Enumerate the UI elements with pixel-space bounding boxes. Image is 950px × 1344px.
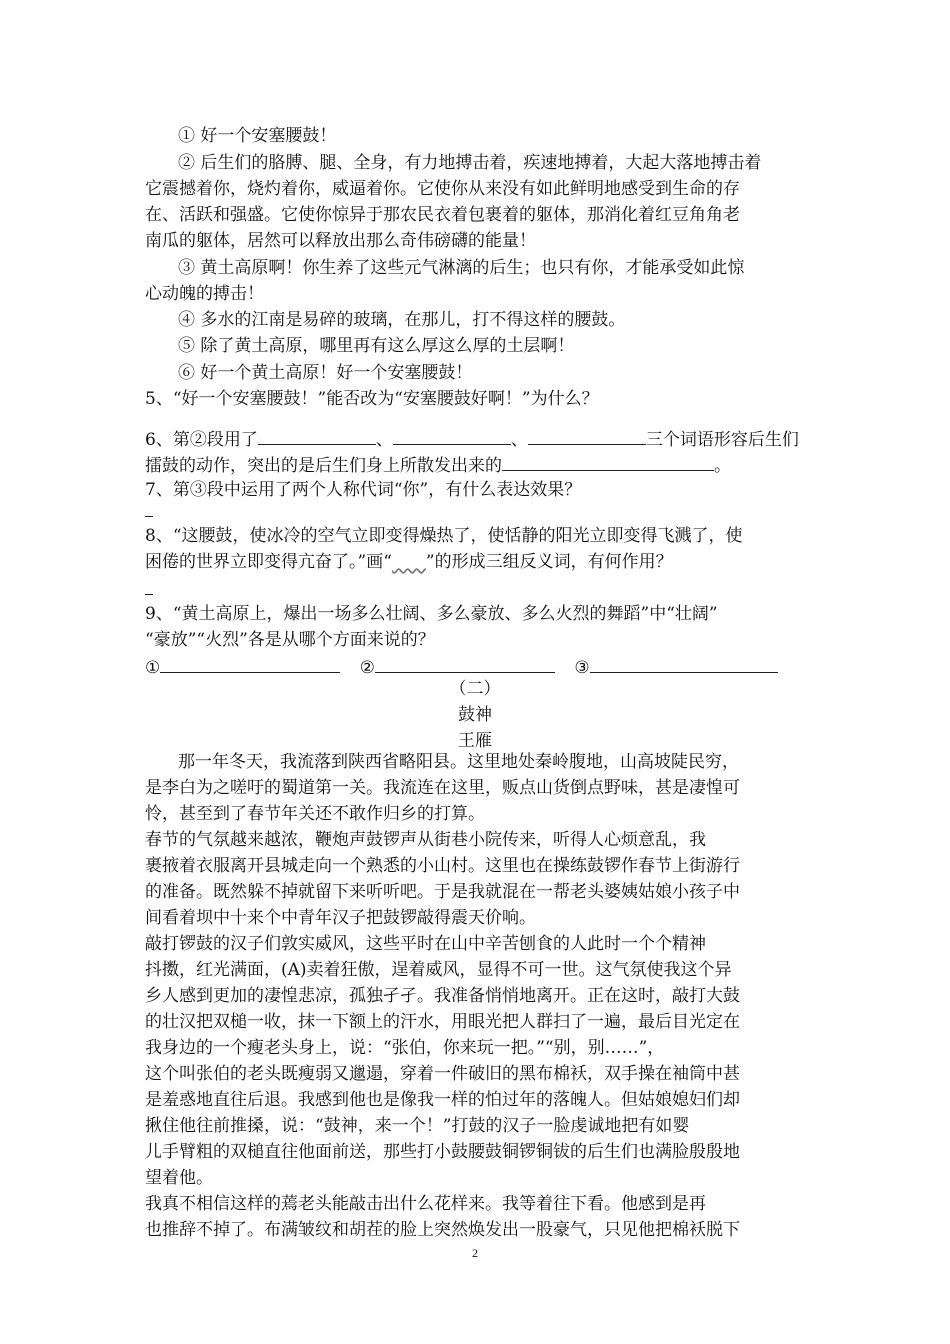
answer-blank-9-1[interactable] (160, 654, 340, 673)
article-line: 抖擞，红光满面，(A)卖着狂傲，逞着威风，显得不可一世。这气氛使我这个异 (145, 960, 732, 980)
answer-line-stub-8[interactable] (145, 594, 153, 595)
paragraph-6: ⑥ 好一个黄土高原！好一个安塞腰鼓！ (178, 363, 473, 383)
article-line: 是羞惑地直往后退。我感到他也是像我一样的怕过年的落魄人。但姑娘媳妇们却 (145, 1090, 740, 1110)
paragraph-2-line-4: 南瓜的躯体，居然可以释放出那么奇伟磅礴的能量！ (145, 231, 536, 251)
article-line: 我身边的一个瘦老头身上，说：“张伯，你来玩一把。”“别，别……”， (145, 1038, 665, 1058)
question-7: 7、第③段中运用了两个人称代词“你”，有什么表达效果？ (145, 480, 582, 500)
wavy-underline-marker (392, 552, 426, 572)
circle-num-3: ③ (574, 658, 590, 678)
circle-num-1: ① (145, 658, 161, 678)
paragraph-1: ① 好一个安塞腰鼓！ (178, 126, 337, 146)
article-line: 乡人感到更加的凄惶悲凉，孤独孑孑。我准备悄悄地离开。正在这时，敲打大鼓 (145, 986, 740, 1006)
answer-blank-6-2[interactable] (393, 426, 511, 445)
question-6-line-1 (145, 426, 810, 452)
article-line: 敲打锣鼓的汉子们敦实威风，这些平时在山中辛苦刨食的人此时一个个精神 (145, 934, 706, 954)
circle-num-2: ② (359, 658, 375, 678)
section-number: （二） (449, 679, 501, 699)
question-8-text-a: 困倦的世界立即变得亢奋了。”画“ (145, 552, 392, 572)
article-line: 怜，甚至到了春节年关还不敢作归乡的打算。 (145, 804, 485, 824)
article-line: 我真不相信这样的蔫老头能敲击出什么花样来。我等着往下看。他感到是再 (145, 1194, 706, 1214)
separator: 、 (510, 430, 528, 450)
article-line: 也推辞不掉了。布满皱纹和胡茬的脸上突然焕发出一股豪气，只见他把棉袄脱下 (145, 1220, 740, 1240)
article-author: 王雁 (458, 731, 492, 751)
paragraph-2-line-2: 它震撼着你，烧灼着你，威逼着你。它使你从来没有如此鲜明地感受到生命的存 (145, 179, 740, 199)
answer-blank-6-4[interactable] (502, 452, 714, 471)
question-6-line-2 (145, 452, 810, 478)
article-line: 揪住他往前推搡，说：“鼓神，来一个！”打鼓的汉子一脸虔诚地把有如婴 (145, 1116, 690, 1136)
separator: 、 (375, 430, 393, 450)
answer-blank-6-1[interactable] (258, 426, 376, 445)
paragraph-3-line-1: ③ 黄土高原啊！你生养了这些元气淋漓的后生；也只有你，才能承受如此惊 (178, 258, 745, 278)
article-line: 裹掖着衣服离开县城走向一个熟悉的小山村。这里也在操练鼓锣作春节上街游行 (145, 856, 740, 876)
article-line: 那一年冬天，我流落到陕西省略阳县。这里地处秦岭腹地，山高坡陡民穷， (178, 752, 739, 772)
article-line: 春节的气氛越来越浓，鞭炮声鼓锣声从街巷小院传来，听得人心烦意乱，我 (145, 830, 706, 850)
paragraph-4: ④ 多水的江南是易碎的玻璃，在那儿，打不得这样的腰鼓。 (178, 310, 626, 330)
article-line: 的壮汉把双槌一收，抹一下额上的汗水，用眼光把人群扫了一遍，最后目光定在 (145, 1012, 740, 1032)
paragraph-5: ⑤ 除了黄土高原，哪里再有这么厚这么厚的土层啊！ (178, 336, 575, 356)
article-line: 是李白为之嗟吁的蜀道第一关。我流连在这里，贩点山货倒点野味，甚是凄惶可 (145, 778, 740, 798)
period: 。 (714, 456, 731, 476)
question-6-suffix: 三个词语形容后生们 (645, 430, 799, 450)
question-8-text-b: ”的形成三组反义词，有何作用？ (425, 552, 673, 572)
paragraph-3-line-2: 心动魄的搏击！ (145, 284, 264, 304)
question-6-continuation: 擂鼓的动作，突出的是后生们身上所散发出来的 (145, 456, 502, 476)
question-8-line-1: 8、“这腰鼓，使冰冷的空气立即变得燥热了，使恬静的阳光立即变得飞溅了，使 (145, 526, 743, 546)
question-8-line-2 (145, 550, 810, 574)
article-title: 鼓神 (458, 705, 492, 725)
article-line: 儿手臂粗的双槌直往他面前送，那些打小鼓腰鼓铜锣铜钹的后生们也满脸殷殷地 (145, 1142, 740, 1162)
article-line: 这个叫张伯的老头既瘦弱又邋遢，穿着一件破旧的黑布棉袄，双手操在袖筒中甚 (145, 1064, 740, 1084)
article-line: 间看着坝中十来个中青年汉子把鼓锣敲得震天价响。 (145, 908, 536, 928)
answer-blank-9-3[interactable] (590, 654, 778, 673)
answer-line-stub-7[interactable] (145, 516, 153, 517)
paragraph-2-line-3: 在、活跃和强盛。它使你惊异于那农民衣着包裹着的躯体，那消化着红豆角角老 (145, 205, 740, 225)
article-line: 望着他。 (145, 1168, 213, 1188)
answer-blank-6-3[interactable] (528, 426, 646, 445)
question-5: 5、“好一个安塞腰鼓！”能否改为“安塞腰鼓好啊！”为什么？ (145, 389, 599, 409)
question-6-prompt: 6、第②段用了 (145, 430, 258, 450)
answer-blank-9-2[interactable] (375, 654, 555, 673)
question-9-line-2: “豪放”“火烈”各是从哪个方面来说的？ (145, 630, 435, 650)
page-number: 2 (472, 1246, 478, 1260)
question-9-line-1: 9、“黄土高原上，爆出一场多么壮阔、多么豪放、多么火烈的舞蹈”中“壮阔” (145, 604, 718, 624)
article-line: 的准备。既然躲不掉就留下来听听吧。于是我就混在一帮老头婆姨姑娘小孩子中 (145, 882, 740, 902)
paragraph-2-line-1: ② 后生们的胳膊、腿、全身，有力地搏击着，疾速地搏着，大起大落地搏击着 (178, 153, 762, 173)
